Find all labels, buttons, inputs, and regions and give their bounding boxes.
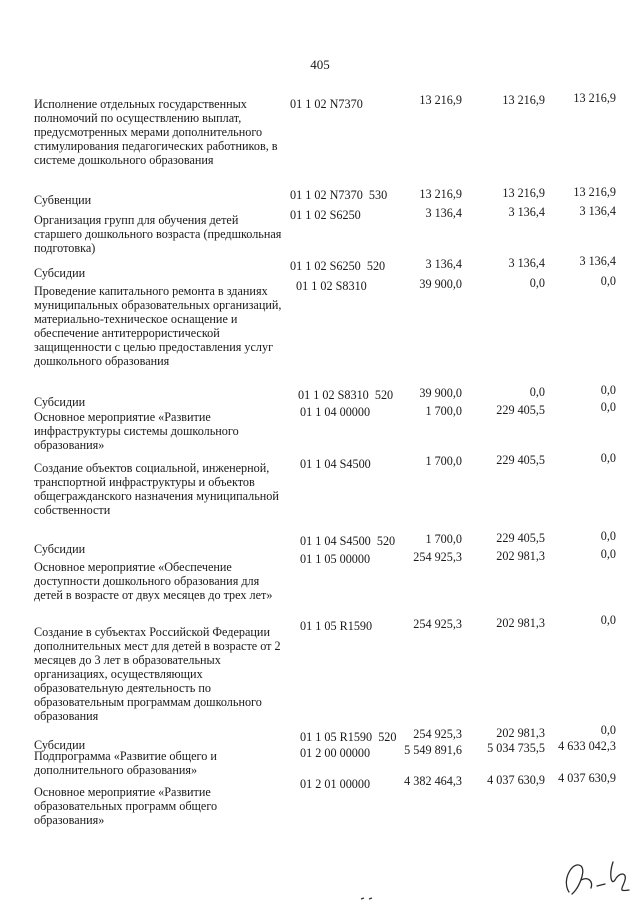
row-value-3: 0,0 [600, 400, 616, 414]
row-name: Создание объектов социальной, инженерной, транспортной инфраструктуры и объектов общегражданского назначения муниципальной собственности [34, 461, 279, 517]
row-value-2: 0,0 [529, 276, 545, 290]
row-value-1: 1 700,0 [425, 404, 462, 418]
row-value-2: 202 981,3 [496, 549, 545, 563]
row-name: Субсидии [34, 266, 86, 280]
row-name: Исполнение отдельных государственных полномочий по осуществлению выплат, предусмотренных мерами дополнительного стимулирования педагогических работников, в системе дошкольного образования [34, 97, 278, 167]
row-code: 01 2 00 00000 [300, 746, 371, 760]
row-code: 01 1 02 S8310 [296, 279, 367, 293]
row-value-1: 254 925,3 [413, 617, 462, 631]
row-code: 01 1 02 S6250 520 [290, 259, 386, 273]
handwritten-signature [555, 850, 635, 900]
row-value-1: 13 216,9 [419, 187, 462, 201]
row-value-1: 39 900,0 [419, 277, 462, 291]
row-name: Подпрограмма «Развитие общего и дополнительного образования» [34, 749, 217, 777]
row-value-2: 5 034 735,5 [487, 741, 545, 755]
row-name: Основное мероприятие «Развитие инфраструктуры системы дошкольного образования» [34, 410, 239, 452]
row-value-3: 4 633 042,3 [558, 739, 616, 753]
row-value-3: 0,0 [600, 723, 616, 737]
row-value-3: 0,0 [600, 547, 616, 561]
row-value-3: 0,0 [600, 529, 616, 543]
row-name: Субсидии [34, 395, 86, 409]
row-name: Проведение капитального ремонта в зданиях муниципальных образовательных организаций, материально-техническое оснащение и обеспечение антитеррористической защищенности с целью предоставления услуг дошкольного образования [34, 284, 282, 368]
row-value-2: 229 405,5 [496, 531, 545, 545]
row-name: Организация групп для обучения детей старшего дошкольного возраста (предшкольная подготовка) [34, 213, 282, 255]
row-code: 01 1 02 S6250 [290, 208, 361, 222]
row-value-3: 13 216,9 [573, 91, 616, 105]
row-value-3: 0,0 [600, 274, 616, 288]
row-code: 01 2 01 00000 [300, 777, 371, 791]
row-value-1: 1 700,0 [425, 532, 462, 546]
page-number: 405 [310, 57, 330, 72]
row-value-2: 3 136,4 [508, 205, 545, 219]
row-value-3: 0,0 [600, 383, 616, 397]
row-value-1: 254 925,3 [413, 550, 462, 564]
row-value-3: 13 216,9 [573, 185, 616, 199]
row-value-2: 229 405,5 [496, 453, 545, 467]
row-value-1: 3 136,4 [425, 206, 462, 220]
row-code: 01 1 04 00000 [300, 405, 371, 419]
row-code: 01 1 02 N7370 530 [290, 188, 388, 202]
row-value-3: 0,0 [600, 451, 616, 465]
row-name: Основное мероприятие «Обеспечение доступности дошкольного образования для детей в возрасте от двух месяцев до трех лет» [34, 560, 273, 602]
row-name: Создание в субъектах Российской Федерации дополнительных мест для детей в возрасте от 2 месяцев до 3 лет в образовательных организациях, осуществляющих образовательную деятельность по образовательным программам дошкольного образования [34, 625, 281, 723]
row-name: Субсидии [34, 738, 86, 752]
row-value-3: 3 136,4 [579, 204, 616, 218]
row-value-1: 254 925,3 [413, 727, 462, 741]
row-value-2: 13 216,9 [502, 93, 545, 107]
row-value-2: 3 136,4 [508, 256, 545, 270]
row-value-1: 13 216,9 [419, 93, 462, 107]
row-value-3: 3 136,4 [579, 254, 616, 268]
row-name: Основное мероприятие «Развитие образовательных программ общего образования» [34, 785, 218, 827]
row-code: 01 1 02 N7370 [290, 97, 363, 111]
row-name: Субсидии [34, 542, 86, 556]
row-value-3: 0,0 [600, 613, 616, 627]
row-code: 01 1 05 00000 [300, 552, 371, 566]
row-value-2: 229 405,5 [496, 403, 545, 417]
row-value-3: 4 037 630,9 [558, 771, 616, 785]
row-value-1: 1 700,0 [425, 454, 462, 468]
page-edge-mark [360, 897, 378, 900]
row-value-1: 39 900,0 [419, 386, 462, 400]
row-value-1: 3 136,4 [425, 257, 462, 271]
row-code: 01 1 04 S4500 [300, 457, 371, 471]
row-value-1: 5 549 891,6 [404, 743, 462, 757]
row-code: 01 1 04 S4500 520 [300, 534, 396, 548]
row-value-2: 0,0 [529, 385, 545, 399]
row-value-2: 4 037 630,9 [487, 773, 545, 787]
row-value-2: 202 981,3 [496, 726, 545, 740]
row-code: 01 1 05 R1590 [300, 619, 373, 633]
row-value-1: 4 382 464,3 [404, 774, 462, 788]
row-code: 01 1 05 R1590 520 [300, 730, 397, 744]
row-value-2: 202 981,3 [496, 616, 545, 630]
row-code: 01 1 02 S8310 520 [298, 388, 394, 402]
row-value-2: 13 216,9 [502, 186, 545, 200]
row-name: Субвенции [34, 193, 92, 207]
